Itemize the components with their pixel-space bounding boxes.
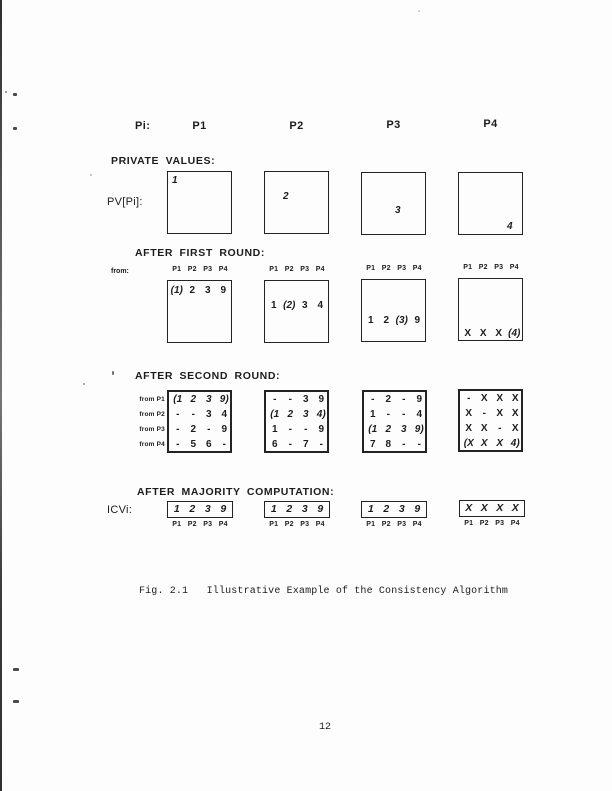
- first-round-vector-p1: [167, 280, 232, 343]
- col-header: P2: [478, 264, 488, 271]
- scan-speck: [13, 700, 19, 703]
- matrix-cell: 3: [400, 424, 407, 435]
- matrix-cell: 4): [510, 438, 520, 449]
- matrix-cell: 3: [205, 394, 212, 405]
- footer-label: P4: [510, 520, 520, 527]
- matrix-cell: (1: [173, 394, 183, 405]
- scan-speck: [83, 383, 85, 385]
- icv-row: [266, 503, 328, 515]
- first-round-vector-p2: [264, 280, 329, 343]
- matrix-cell: X: [496, 438, 504, 449]
- matrix-cell: -: [482, 408, 486, 419]
- matrix-cell: -: [402, 394, 406, 405]
- matrix-row: [461, 393, 523, 404]
- matrix-cell: (1: [270, 409, 280, 420]
- matrix-cell: -: [417, 439, 421, 450]
- matrix-cell: 7: [302, 439, 309, 450]
- matrix-cell: -: [386, 409, 390, 420]
- icv-cell: X: [511, 502, 519, 514]
- from-p1-row-label: from P1: [139, 396, 165, 403]
- matrix-cell: 1: [271, 424, 278, 435]
- private-value-box-p2: [264, 171, 329, 234]
- icv-cell: 1: [367, 503, 374, 515]
- matrix-cell: -: [402, 439, 406, 450]
- col-header: P4: [218, 266, 228, 273]
- matrix-cell: -: [304, 424, 308, 435]
- icv-cell: X: [496, 502, 504, 514]
- icv-row: [363, 503, 425, 515]
- col-header: P3: [494, 264, 504, 271]
- icv-cell: 2: [383, 503, 390, 515]
- footer-label: P2: [187, 521, 197, 528]
- col-header: P3: [300, 266, 310, 273]
- col-header: P4: [412, 265, 422, 272]
- matrix-cell: 4): [316, 409, 326, 420]
- matrix-cell: -: [191, 409, 195, 420]
- first-round-col-headers-p4: [460, 264, 522, 272]
- matrix-row: [365, 439, 427, 450]
- matrix-cell: -: [288, 424, 292, 435]
- footer-label: P4: [412, 521, 422, 528]
- scan-speck: [13, 93, 17, 96]
- icv-vector-p2: [264, 501, 330, 518]
- matrix-cell: 2: [385, 394, 392, 405]
- matrix-row: [267, 439, 329, 450]
- processor-header-p1: P1: [192, 120, 207, 132]
- icv-vector-p4: [459, 500, 525, 517]
- matrix-row: [267, 394, 329, 405]
- first-round-vector-p3: [361, 279, 426, 342]
- footer-label: P2: [479, 520, 489, 527]
- col-header: P1: [366, 265, 376, 272]
- vector-cell: 2: [383, 315, 390, 326]
- from-p4-row-label: from P4: [139, 441, 165, 448]
- matrix-row: [170, 409, 232, 420]
- icv-cell: 9: [220, 503, 227, 515]
- matrix-cell: -: [371, 394, 375, 405]
- icv-cell: 9: [317, 503, 324, 515]
- first-round-col-headers-p3: [363, 265, 425, 273]
- matrix-cell: -: [176, 424, 180, 435]
- processor-header-p3: P3: [386, 119, 401, 131]
- matrix-cell: 2: [190, 394, 197, 405]
- icv-row-label: ICVi:: [107, 504, 133, 516]
- matrix-cell: (1: [368, 424, 378, 435]
- matrix-row: [461, 423, 523, 434]
- matrix-cell: 2: [287, 409, 294, 420]
- matrix-row: [170, 394, 232, 405]
- second-round-matrix-p1: [167, 390, 232, 453]
- matrix-cell: -: [176, 409, 180, 420]
- matrix-cell: 3: [302, 394, 309, 405]
- matrix-cell: 9: [221, 424, 228, 435]
- scan-speck: [13, 668, 19, 671]
- second-round-matrix-p3: [362, 390, 427, 453]
- footer-label: P1: [366, 521, 376, 528]
- matrix-cell: 3: [205, 409, 212, 420]
- matrix-cell: 2: [385, 424, 392, 435]
- col-header: P1: [172, 266, 182, 273]
- matrix-cell: 8: [385, 439, 392, 450]
- vector-row: [460, 328, 522, 339]
- matrix-row: [461, 438, 523, 449]
- matrix-cell: X: [465, 423, 473, 434]
- scan-speck: [112, 371, 114, 375]
- vector-cell: 3: [204, 285, 211, 296]
- matrix-cell: -: [288, 394, 292, 405]
- col-header: P4: [509, 264, 519, 271]
- matrix-row: [365, 424, 427, 435]
- vector-cell: X: [464, 328, 472, 339]
- matrix-cell: (X: [463, 438, 474, 449]
- processor-footer-p1: [169, 521, 231, 529]
- second-round-matrix-p4: [458, 389, 523, 452]
- col-header: P2: [284, 266, 294, 273]
- vector-row: [363, 315, 425, 326]
- matrix-row: [170, 439, 232, 450]
- second-round-matrix-p2: [264, 390, 329, 453]
- col-header: P2: [187, 266, 197, 273]
- col-header: P1: [463, 264, 473, 271]
- second-round-title: AFTER SECOND ROUND:: [135, 370, 281, 382]
- footer-label: P2: [381, 521, 391, 528]
- scan-speck: [13, 127, 17, 130]
- matrix-cell: X: [511, 393, 519, 404]
- vector-cell: (1): [170, 285, 183, 296]
- private-values-title: PRIVATE VALUES:: [111, 155, 216, 167]
- col-header: P3: [397, 265, 407, 272]
- matrix-cell: -: [319, 439, 323, 450]
- vector-cell: 1: [367, 315, 374, 326]
- vector-row: [266, 300, 328, 311]
- private-value-box-p1: [167, 171, 232, 234]
- processor-footer-p2: [266, 521, 328, 529]
- matrix-row: [461, 408, 523, 419]
- matrix-row: [365, 394, 427, 405]
- scan-speck: [5, 91, 7, 93]
- vector-cell: 9: [220, 285, 227, 296]
- footer-label: P3: [397, 521, 407, 528]
- private-value: 2: [283, 191, 289, 202]
- private-value-box-p3: [361, 172, 426, 235]
- private-value-box-p4: [458, 172, 523, 235]
- page-number: 12: [319, 722, 332, 733]
- processor-header-p2: P2: [289, 120, 304, 132]
- scan-speck: [90, 174, 92, 176]
- matrix-cell: 4: [416, 409, 423, 420]
- footer-label: P2: [284, 521, 294, 528]
- processor-footer-p3: [363, 521, 425, 529]
- matrix-cell: 9): [414, 424, 424, 435]
- icv-cell: 1: [270, 503, 277, 515]
- matrix-cell: 9): [219, 394, 229, 405]
- matrix-cell: 3: [302, 409, 309, 420]
- vector-cell: 3: [301, 300, 308, 311]
- matrix-cell: 9: [318, 424, 325, 435]
- matrix-cell: -: [176, 439, 180, 450]
- matrix-cell: 7: [369, 439, 376, 450]
- private-value: 3: [395, 205, 401, 216]
- processor-header-p4: P4: [483, 118, 498, 130]
- matrix-row: [267, 424, 329, 435]
- footer-label: P3: [495, 520, 505, 527]
- icv-cell: 3: [301, 503, 308, 515]
- vector-cell: 4: [317, 300, 324, 311]
- matrix-row: [170, 424, 232, 435]
- icv-row: [461, 502, 523, 514]
- from-p3-row-label: from P3: [139, 426, 165, 433]
- matrix-cell: X: [465, 408, 473, 419]
- icv-cell: X: [480, 502, 488, 514]
- matrix-cell: X: [480, 393, 488, 404]
- first-round-title: AFTER FIRST ROUND:: [135, 247, 265, 259]
- pi-header-label: Pi:: [135, 120, 151, 132]
- footer-label: P1: [172, 521, 182, 528]
- matrix-cell: X: [511, 408, 519, 419]
- pv-row-label: PV[Pi]:: [107, 196, 143, 208]
- icv-cell: 1: [173, 503, 180, 515]
- col-header: P4: [315, 266, 325, 273]
- matrix-cell: X: [496, 408, 504, 419]
- footer-label: P3: [203, 521, 213, 528]
- private-value: 4: [507, 221, 513, 232]
- first-round-col-headers-p1: [169, 266, 231, 274]
- matrix-cell: X: [496, 393, 504, 404]
- private-value: 1: [172, 175, 178, 186]
- matrix-row: [267, 409, 329, 420]
- matrix-cell: 6: [271, 439, 278, 450]
- first-round-vector-p4: [458, 278, 523, 341]
- footer-label: P1: [464, 520, 474, 527]
- icv-cell: X: [465, 502, 473, 514]
- matrix-row: [365, 409, 427, 420]
- from-p2-row-label: from P2: [139, 411, 165, 418]
- matrix-cell: -: [207, 424, 211, 435]
- majority-title: AFTER MAJORITY COMPUTATION:: [137, 486, 335, 498]
- matrix-cell: 6: [205, 439, 212, 450]
- col-header: P3: [203, 266, 213, 273]
- from-label: from:: [111, 268, 129, 275]
- vector-row: [169, 285, 231, 296]
- vector-cell: X: [495, 328, 503, 339]
- matrix-cell: -: [402, 409, 406, 420]
- icv-vector-p3: [361, 501, 427, 518]
- col-header: P1: [269, 266, 279, 273]
- icv-cell: 3: [204, 503, 211, 515]
- matrix-cell: X: [480, 423, 488, 434]
- matrix-cell: 2: [190, 424, 197, 435]
- matrix-cell: 4: [221, 409, 228, 420]
- vector-cell: 1: [270, 300, 277, 311]
- col-header: P2: [381, 265, 391, 272]
- matrix-cell: -: [222, 439, 226, 450]
- icv-cell: 9: [414, 503, 421, 515]
- scan-speck: [418, 10, 420, 12]
- icv-cell: 2: [286, 503, 293, 515]
- vector-cell: (4): [508, 328, 521, 339]
- scan-edge-artifact: [0, 0, 2, 791]
- matrix-cell: X: [480, 438, 488, 449]
- vector-cell: 2: [189, 285, 196, 296]
- footer-label: P1: [269, 521, 279, 528]
- matrix-cell: X: [511, 423, 519, 434]
- matrix-cell: 1: [369, 409, 376, 420]
- matrix-cell: -: [273, 394, 277, 405]
- first-round-col-headers-p2: [266, 266, 328, 274]
- footer-label: P4: [218, 521, 228, 528]
- icv-cell: 3: [398, 503, 405, 515]
- footer-label: P3: [300, 521, 310, 528]
- matrix-cell: -: [467, 393, 471, 404]
- matrix-cell: -: [498, 423, 502, 434]
- footer-label: P4: [315, 521, 325, 528]
- figure-caption: Fig. 2.1 Illustrative Example of the Consistency Algorithm: [139, 586, 509, 597]
- matrix-cell: 9: [318, 394, 325, 405]
- matrix-cell: 9: [416, 394, 423, 405]
- matrix-cell: 5: [190, 439, 197, 450]
- icv-row: [169, 503, 231, 515]
- vector-cell: (3): [395, 315, 408, 326]
- processor-footer-p4: [461, 520, 523, 528]
- icv-vector-p1: [167, 501, 233, 518]
- vector-cell: 9: [414, 315, 421, 326]
- vector-cell: (2): [283, 300, 296, 311]
- icv-cell: 2: [189, 503, 196, 515]
- matrix-cell: -: [288, 439, 292, 450]
- vector-cell: X: [479, 328, 487, 339]
